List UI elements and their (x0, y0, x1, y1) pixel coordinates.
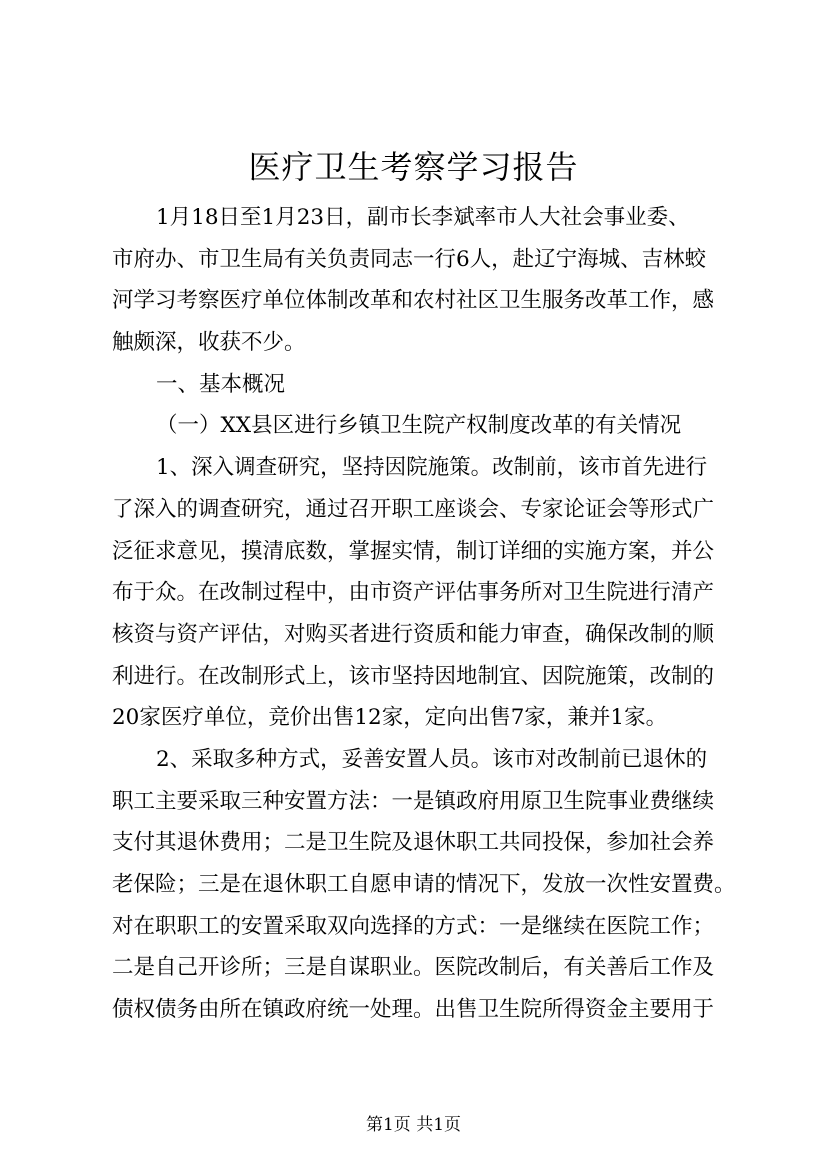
paragraph-line: 了深入的调查研究，通过召开职工座谈会、专家论证会等形式广 (112, 496, 715, 522)
document-title: 医疗卫生考察学习报告 (248, 148, 579, 186)
paragraph-line: 1月18日至1月23日，副市长李斌率市人大社会事业委、 (156, 205, 690, 230)
page-number: 第1页 共1页 (365, 1115, 462, 1135)
document-body (112, 197, 738, 1031)
paragraph-line: 1、深入调查研究，坚持因院施策。改制前，该市首先进行 (156, 455, 708, 481)
paragraph-line: 市府办、市卫生局有关负责同志一行6人，赴辽宁海城、吉林蛟 (112, 246, 707, 272)
subsection-heading: （一）XX县区进行乡镇卫生院产权制度改革的有关情况 (156, 413, 682, 439)
paragraph-line: 对在职职工的安置采取双向选择的方式：一是继续在医院工作； (112, 913, 715, 939)
paragraph-line: 老保险；三是在退休职工自愿申请的情况下，发放一次性安置费。 (112, 872, 736, 897)
section-heading: 一、基本概况 (156, 371, 286, 397)
paragraph-line: 20家医疗单位，竞价出售12家，定向出售7家，兼并1家。 (112, 705, 668, 731)
paragraph-line: 支付其退休费用；二是卫生院及退休职工共同投保，参加社会养 (112, 830, 715, 856)
paragraph-line: 二是自己开诊所；三是自谋职业。医院改制后，有关善后工作及 (112, 955, 715, 981)
paragraph-line: 河学习考察医疗单位体制改革和农村社区卫生服务改革工作，感 (112, 288, 715, 314)
paragraph-line: 泛征求意见，摸清底数，掌握实情，制订详细的实施方案，并公 (112, 538, 715, 564)
paragraph-line: 布于众。在改制过程中，由市资产评估事务所对卫生院进行清产 (112, 580, 715, 606)
paragraph-line: 核资与资产评估，对购买者进行资质和能力审查，确保改制的顺 (112, 621, 715, 647)
paragraph-line: 利进行。在改制形式上，该市坚持因地制宜、因院施策，改制的 (112, 663, 715, 689)
paragraph-line: 触颇深，收获不少。 (112, 330, 306, 356)
paragraph-line: 2、采取多种方式，妥善安置人员。该市对改制前已退休的 (156, 746, 708, 772)
paragraph-line: 职工主要采取三种安置方法：一是镇政府用原卫生院事业费继续 (112, 788, 715, 814)
paragraph-line: 债权债务由所在镇政府统一处理。出售卫生院所得资金主要用于 (112, 997, 715, 1023)
